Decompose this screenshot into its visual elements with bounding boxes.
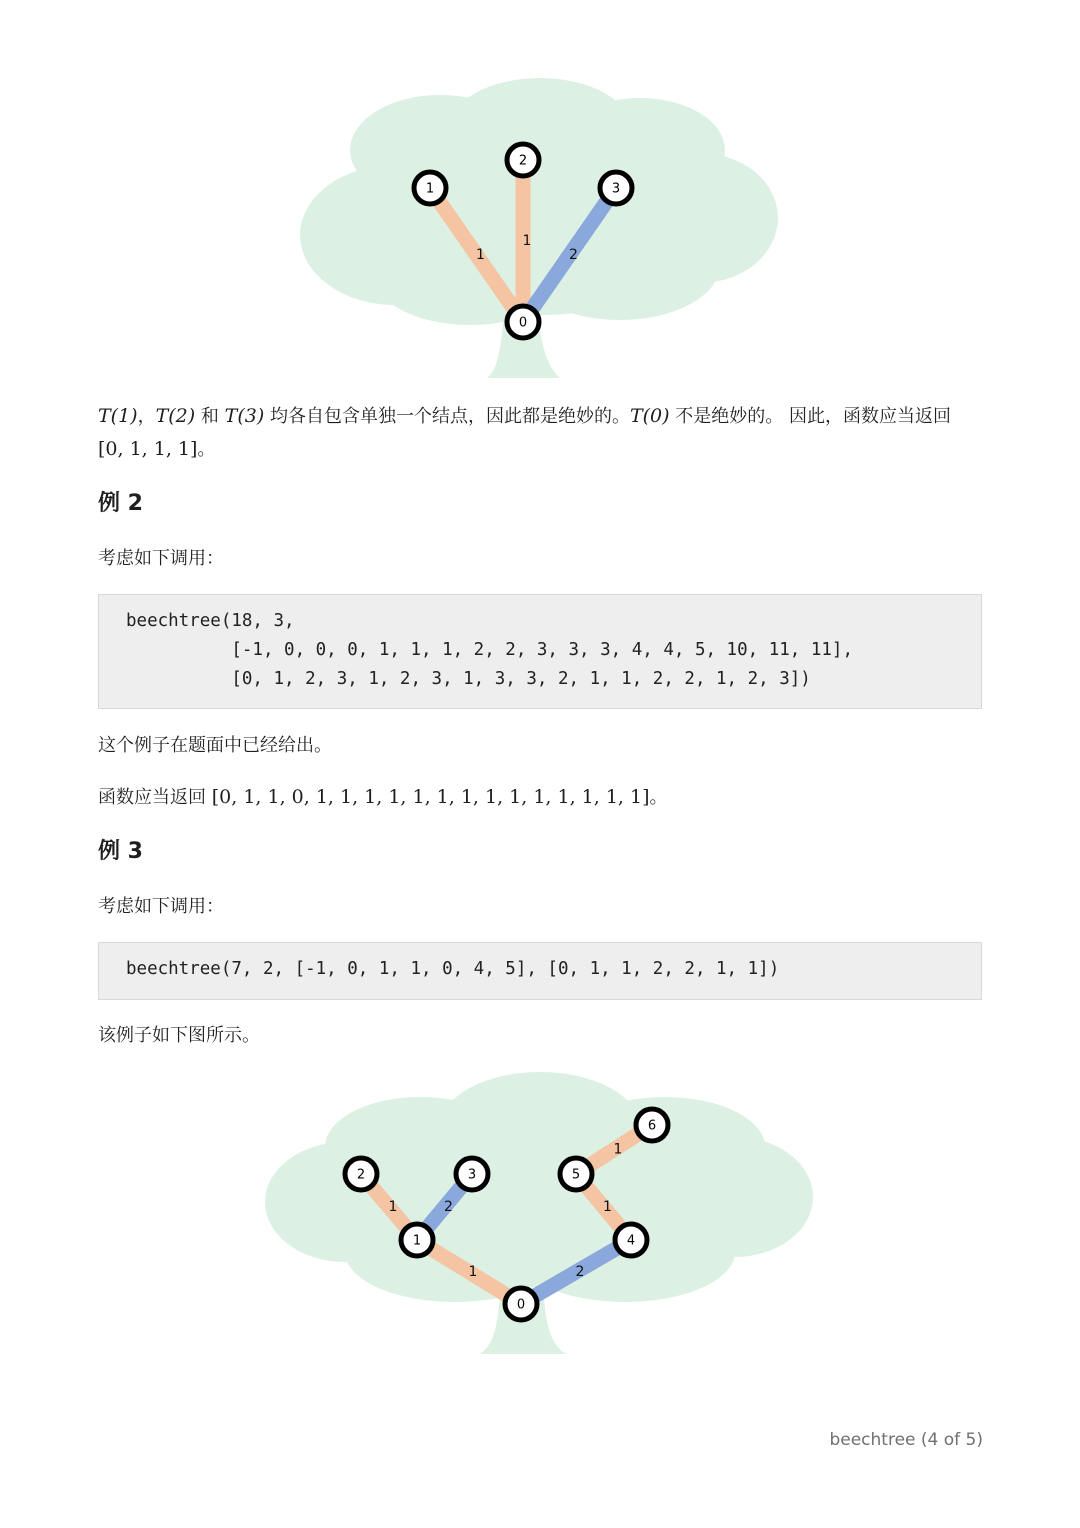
math-t0: T(0) <box>629 405 670 427</box>
node-label: 5 <box>571 1167 581 1183</box>
text-part-2: 不是绝妙的。 因此，函数应当返回 <box>669 406 952 427</box>
example-2-note: 这个例子在题面中已经给出。 <box>98 735 332 756</box>
tree-node-5 <box>560 1158 592 1190</box>
example-3-intro: 考虑如下调用： <box>98 896 224 917</box>
example-2-heading: 例 2 <box>98 491 143 516</box>
text-part-1: 均各自包含单独一个结点，因此都是绝妙的。 <box>264 406 630 427</box>
tree-background-1 <box>300 78 778 378</box>
edge-weight-label: 2 <box>444 1199 453 1215</box>
tree-node-0 <box>505 1288 537 1320</box>
node-label: 3 <box>467 1167 477 1183</box>
page-footer: beechtree (4 of 5) <box>829 1430 983 1450</box>
result-prefix: 函数应当返回 <box>98 787 212 808</box>
tree-figure-1 <box>0 70 1080 390</box>
edge-weight-label: 2 <box>575 1264 585 1280</box>
math-result-2: [0, 1, 1, 0, 1, 1, 1, 1, 1, 1, 1, 1, 1, 1, 1, 1, 1, 1] <box>211 786 650 808</box>
result-end: 。 <box>649 787 668 808</box>
example-3-heading: 例 3 <box>98 839 143 864</box>
example-2-result <box>98 781 982 814</box>
tree-figure-1-svg <box>0 70 1080 390</box>
tree-figure-2-svg <box>0 1062 1080 1362</box>
tree-background-2 <box>265 1072 813 1354</box>
tree-node-3 <box>456 1158 488 1190</box>
math-t1: T(1) <box>98 405 138 427</box>
math-t3: T(3) <box>224 405 265 427</box>
and-text: 和 <box>195 406 225 427</box>
example-2-intro: 考虑如下调用： <box>98 548 224 569</box>
node-label: 3 <box>611 181 621 197</box>
edge-weight-label: 1 <box>613 1141 623 1158</box>
edge-weight-label: 1 <box>388 1199 398 1215</box>
node-label: 1 <box>412 1233 422 1249</box>
text-end: 。 <box>197 439 216 460</box>
result-paragraph-1 <box>98 400 982 466</box>
tree-node-6 <box>636 1109 668 1141</box>
edge-weight-label: 1 <box>522 233 532 249</box>
tree-node-2 <box>507 144 539 176</box>
node-label: 0 <box>518 315 528 331</box>
tree-node-2 <box>345 1158 377 1190</box>
example-2-code: beechtree(18, 3, [-1, 0, 0, 0, 1, 1, 1, 2, 2, 3, 3, 3, 4, 4, 5, 10, 11, 11], [0, 1, 2, 3, 1, 2, 3, 1, 3, 3, 2, 1, 1, 2, 2, 1, 2, 3]) <box>98 594 982 709</box>
math-result-1: [0, 1, 1, 1] <box>98 438 198 460</box>
tree-node-4 <box>615 1224 647 1256</box>
node-label: 1 <box>425 181 435 197</box>
edge-weight-label: 1 <box>468 1264 478 1280</box>
node-label: 0 <box>516 1297 526 1313</box>
node-label: 6 <box>647 1118 657 1134</box>
node-label: 2 <box>518 153 528 169</box>
example-3-note: 该例子如下图所示。 <box>98 1025 260 1046</box>
tree-figure-2 <box>0 1062 1080 1362</box>
example-3-code: beechtree(7, 2, [-1, 0, 1, 1, 0, 4, 5], [0, 1, 1, 2, 2, 1, 1]) <box>98 942 982 1000</box>
tree-node-3 <box>600 172 632 204</box>
tree-node-1 <box>401 1224 433 1256</box>
separator: ， <box>137 406 156 427</box>
tree-node-1 <box>414 172 446 204</box>
edge-weight-label: 1 <box>603 1199 612 1215</box>
edge-weight-label: 2 <box>569 247 578 263</box>
node-label: 4 <box>626 1233 636 1249</box>
tree-node-0 <box>507 306 539 338</box>
node-label: 2 <box>356 1167 366 1183</box>
edge-weight-label: 1 <box>476 247 485 263</box>
math-t2: T(2) <box>155 405 196 427</box>
